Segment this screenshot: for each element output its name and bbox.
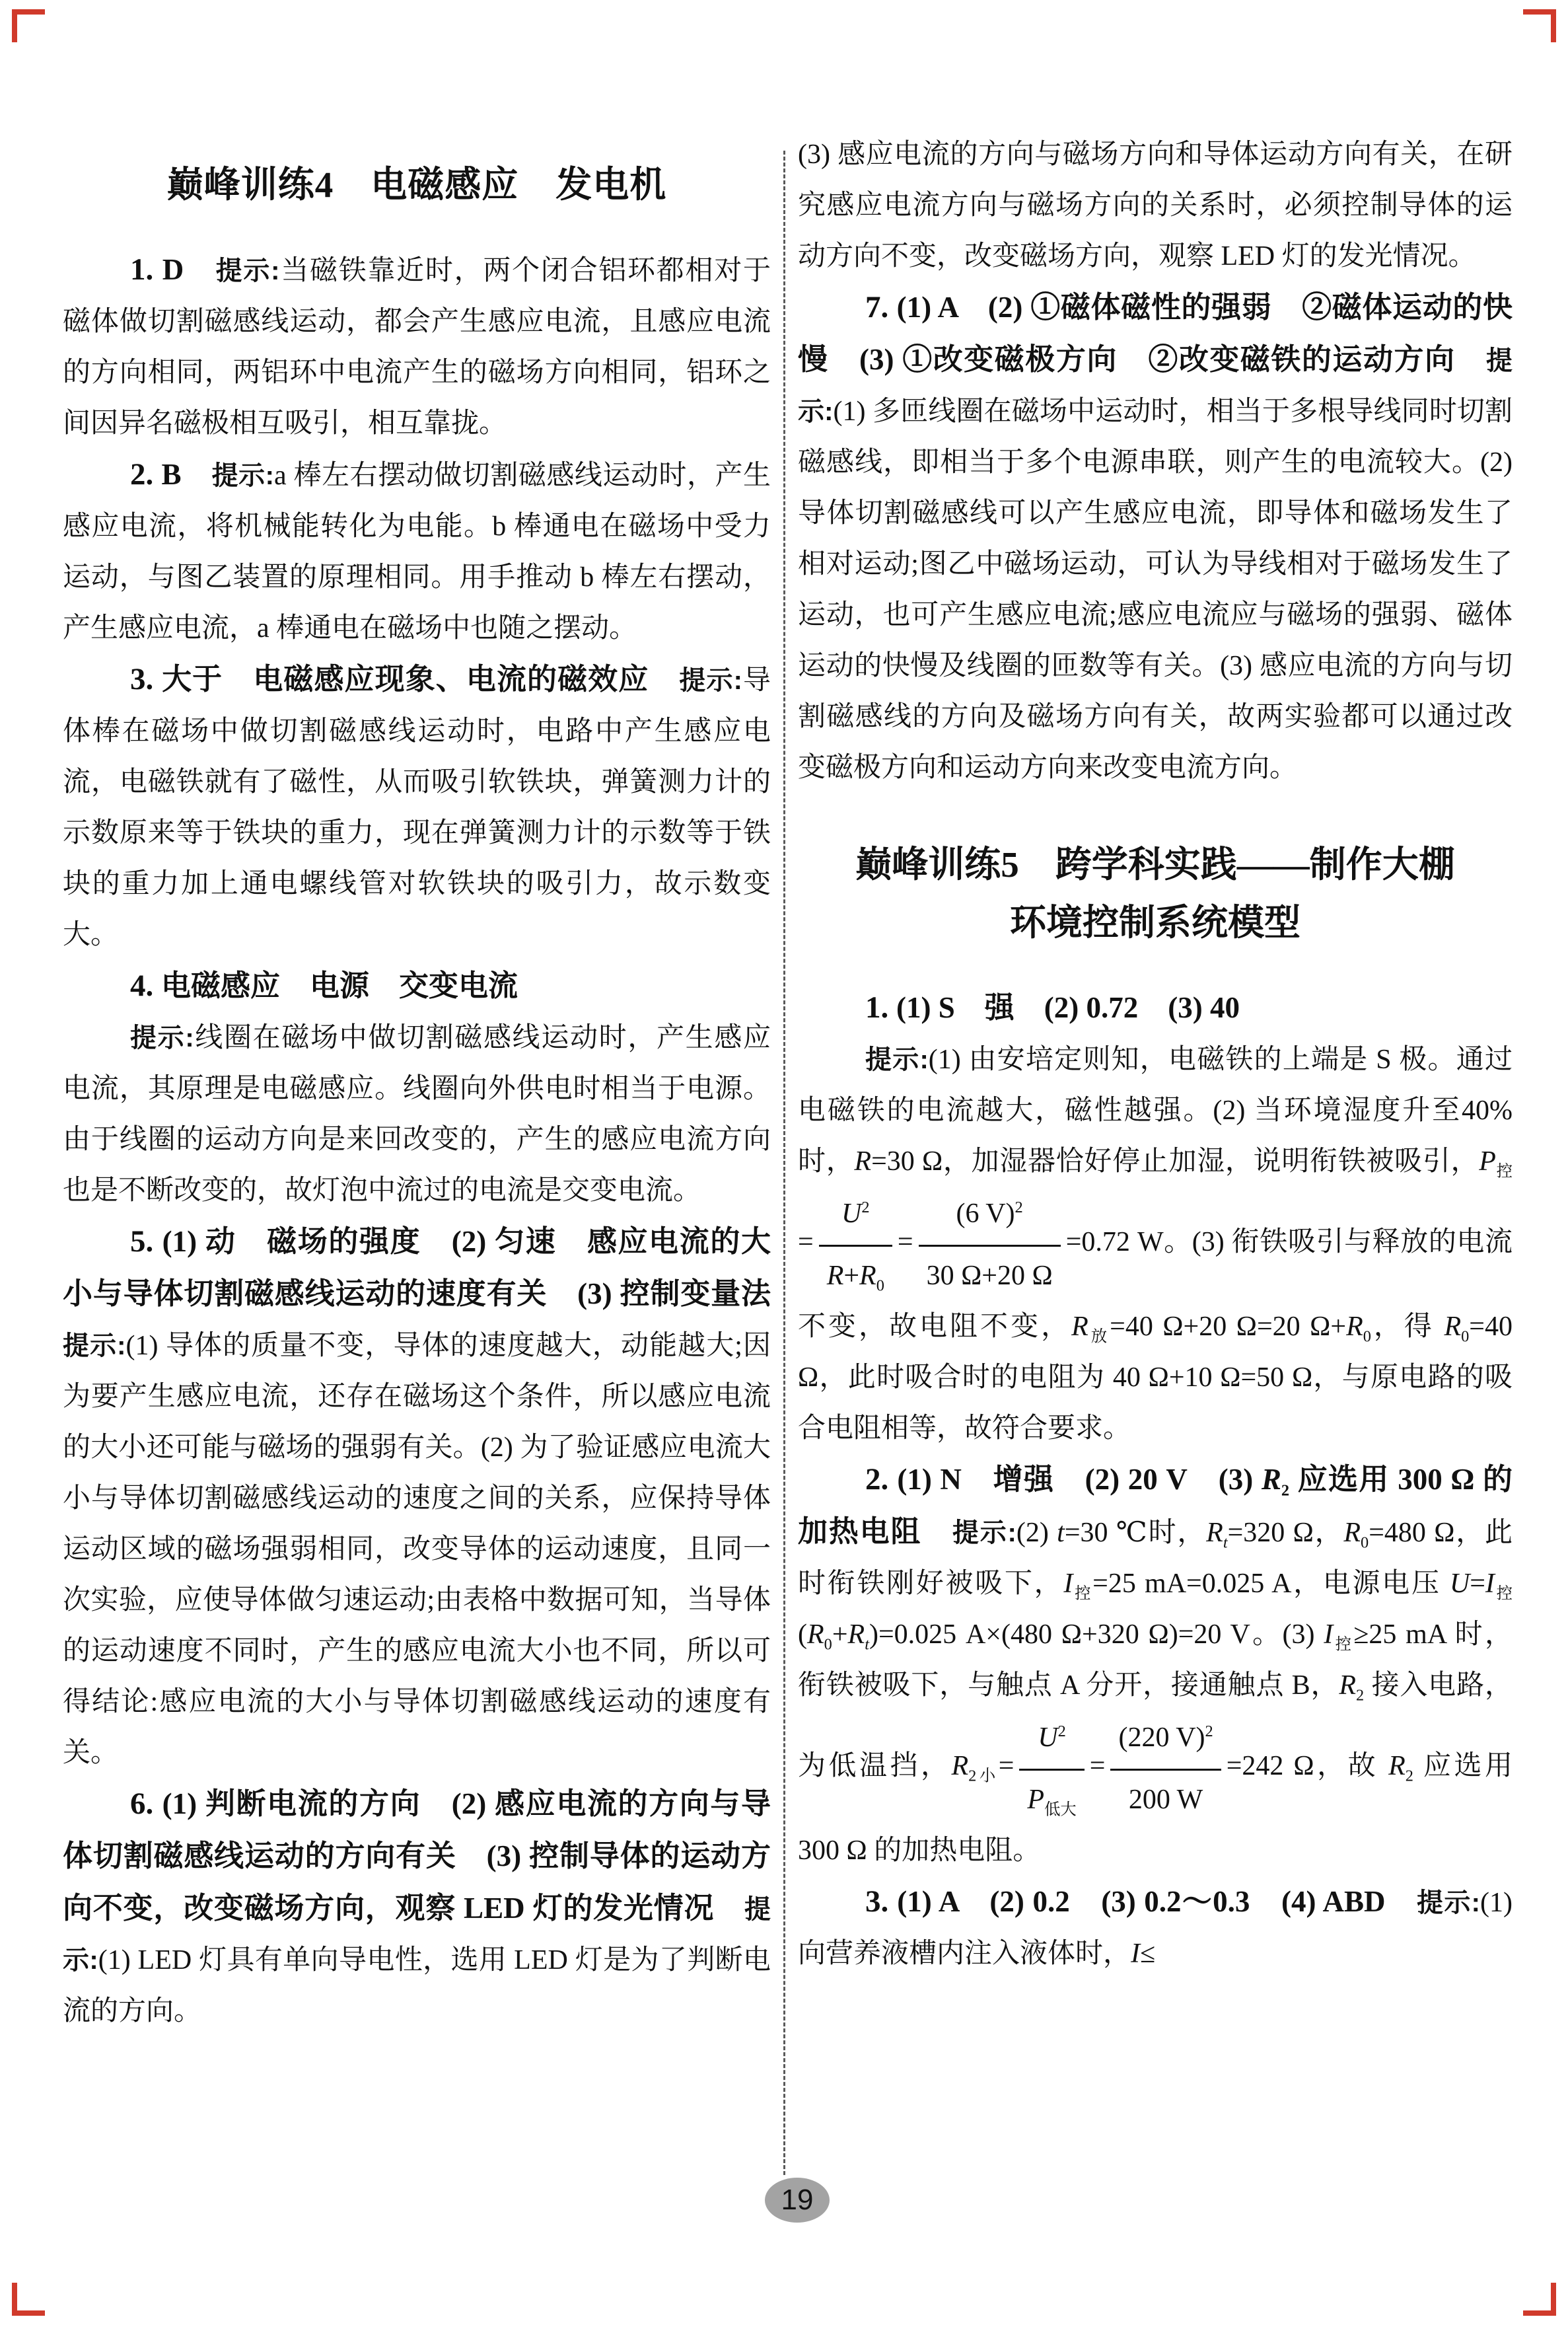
- section-5-answers: [798, 982, 1513, 1979]
- left-column: [63, 157, 801, 2037]
- section-5-title-line2: 环境控制系统模型: [1009, 903, 1301, 943]
- paragraph: 提示:(1) 由安培定则知，电磁铁的上端是 S 极。通过电磁铁的电流越大，磁性越强。(2) 当环境湿度升至40%时，R=30 Ω，加湿器恰好停止加湿，说明衔铁被吸引，$P_控=$ $\frac{U^2}{R+R_0}$ = $\frac{(6 V)^2}{30 \Omega+20 \Omega}$ =0.72 W。(3) 衔铁吸引与释放的电流不变，故电阻不变，$R_放=40$ Ω+20 Ω=20 $\Omega+R_0$，得 $R_0=40$ Ω，此时吸合时的电阻为 40 Ω+10 Ω=50 Ω，与原电路的吸合电阻相等，故符合要求。: [798, 1045, 1513, 1444]
- fraction: $\frac{(6 V)^2}{30 \Omega+20 \Omega}$: [919, 1187, 1061, 1302]
- corner-mark-icon: [1523, 2283, 1556, 2316]
- fraction: $\frac{(220 V)^2}{200 W}$: [1110, 1711, 1221, 1826]
- paragraph: 2. B 提示:a 棒左右摆动做切割磁感线运动时，产生感应电流，将机械能转化为电能。b 棒通电在磁场中受力运动，与图乙装置的原理相同。用手推动 b 棒左右摆动，产生感应电流，a 棒通电在磁场中也随之摆动。: [63, 457, 771, 644]
- paragraph: 5. (1) 动 磁场的强度 (2) 匀速 感应电流的大小与导体切割磁感线运动的速度有关 (3) 控制变量法 提示:(1) 导体的质量不变，导体的速度越大，动能越大;因为要产生感应电流，还存在磁场这个条件，所以感应电流的大小还可能与磁场的强弱有关。(2) 为了验证感应电流大小与导体切割磁感线运动的速度之间的关系，应保持导体运动区域的磁场强弱相同，改变导体的运动速度，且同一次实验，应使导体做匀速运动;由表格中数据可知，当导体的运动速度不同时，产生的感应电流大小也不同，所以可得结论:感应电流的大小与导体切割磁感线运动的速度有关。: [63, 1224, 801, 1768]
- section-5-title-line1: 巅峰训练5 跨学科实践——制作大棚: [855, 844, 1455, 885]
- corner-mark-icon: [1523, 9, 1556, 42]
- section-4-answers-continued: [798, 129, 1513, 793]
- page-number-badge: [765, 2178, 830, 2223]
- corner-mark-icon: [12, 2283, 45, 2316]
- section-5-title: [798, 836, 1513, 952]
- section-4-answers: [63, 244, 801, 2037]
- paragraph: 3. (1) A (2) 0.2 (3) 0.2～0.3 (4) ABD 提示:(1) 向营养液槽内注入液体时，I≤: [798, 1884, 1513, 1969]
- fraction: $\frac{U^2}{P_{低大}}$: [1019, 1711, 1084, 1826]
- fraction: $\frac{U^2}{R+R_0}$: [819, 1187, 892, 1302]
- page-number: 19: [781, 2184, 814, 2216]
- right-column: [798, 129, 1513, 1979]
- paragraph: 提示:线圈在磁场中做切割磁感线运动时，产生感应电流，其原理是电磁感应。线圈向外供电时相当于电源。由于线圈的运动方向是来回改变的，产生的感应电流方向也是不断改变的，故灯泡中流过的电流是交变电流。: [63, 1023, 771, 1206]
- column-divider: [783, 151, 785, 2175]
- paragraph: 2. (1) N 增强 (2) 20 V (3) $R_2$ 应选用 300 Ω 的加热电阻 提示:(2) t=30 ℃时，$R_t=320$ Ω，$R_0=480$ Ω，此时衔铁刚好被吸下，$I_控=25$ mA=0.025 A，电源电压 $U=I_控(R_0+R_t)=0.025$ A×(480 Ω+320 Ω)=20 V。(3) $I_控\ge 25$ mA 时，衔铁被吸下，与触点 A 分开，接通触点 B，$R_2$ 接入电路，为低温挡，$R_{2小}=$ $\frac{U^2}{P_{低大}}$ = $\frac{(220 V)^2}{200 W}$ =242 Ω，故 $R_2$ 应选用 300 Ω 的加热电阻。: [798, 1462, 1513, 1866]
- corner-mark-icon: [12, 9, 45, 42]
- paragraph: 1. (1) S 强 (2) 0.72 (3) 40: [865, 990, 1240, 1025]
- paragraph: 1. D 提示:当磁铁靠近时，两个闭合铝环都相对于磁体做切割磁感线运动，都会产生感应电流，且感应电流的方向相同，两铝环中电流产生的磁场方向相同，铝环之间因异名磁极相互吸引，相互靠拢。: [63, 252, 771, 439]
- paragraph: 6. (1) 判断电流的方向 (2) 感应电流的方向与导体切割磁感线运动的方向有关 (3) 控制导体的运动方向不变，改变磁场方向，观察 LED 灯的发光情况 提示:(1) LED 灯具有单向导电性，选用 LED 灯是为了判断电流的方向。: [63, 1787, 771, 2026]
- section-4-title: 巅峰训练4 电磁感应 发电机: [166, 165, 667, 205]
- paragraph: (3) 感应电流的方向与磁场方向和导体运动方向有关，在研究感应电流方向与磁场方向的关系时，必须控制导体的运动方向不变，改变磁场方向，观察 LED 灯的发光情况。: [798, 139, 1513, 272]
- paragraph: 7. (1) A (2) ①磁体磁性的强弱 ②磁体运动的快慢 (3) ①改变磁极方向 ②改变磁铁的运动方向 提示:(1) 多匝线圈在磁场中运动时，相当于多根导线同时切割磁感线，即相当于多个电源串联，则产生的电流较大。(2) 导体切割磁感线可以产生感应电流，即导体和磁场发生了相对运动;图乙中磁场运动，可认为导线相对于磁场发生了运动，也可产生感应电流;感应电流应与磁场的强弱、磁体运动的快慢及线圈的匝数等有关。(3) 感应电流的方向与切割磁感线的方向及磁场方向有关，故两实验都可以通过改变磁极方向和运动方向来改变电流方向。: [798, 290, 1513, 783]
- paragraph: 3. 大于 电磁感应现象、电流的磁效应 提示:导体棒在磁场中做切割磁感线运动时，电路中产生感应电流，电磁铁就有了磁性，从而吸引软铁块，弹簧测力计的示数原来等于铁块的重力，现在弹簧测力计的示数等于铁块的重力加上通电螺线管对软铁块的吸引力，故示数变大。: [63, 662, 771, 950]
- paragraph: 4. 电磁感应 电源 交变电流: [130, 969, 518, 1003]
